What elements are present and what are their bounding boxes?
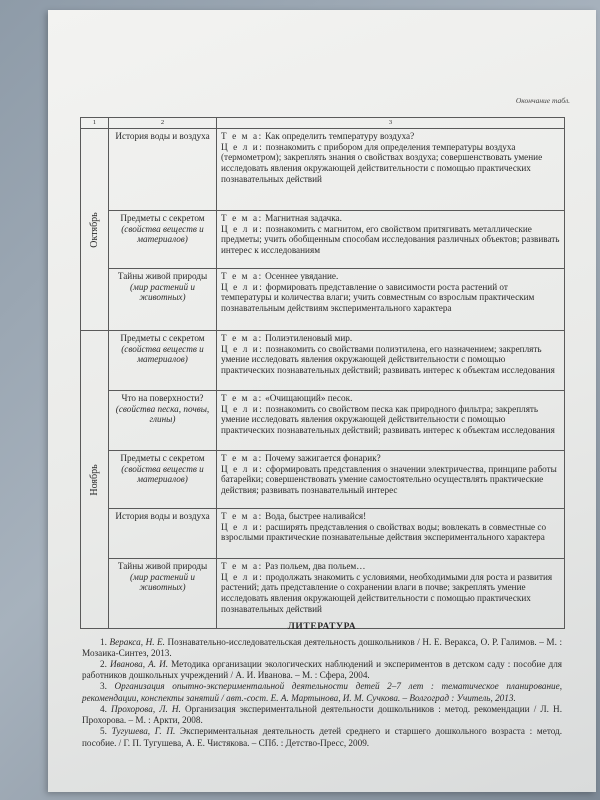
- goal-label: Ц е л и:: [221, 521, 264, 532]
- theme-text: Почему зажигается фонарик?: [265, 453, 381, 463]
- reference-author: Веракса, Н. Е.: [109, 636, 165, 647]
- goal-line: [221, 572, 560, 615]
- goal-text: расширять представления о свойствах воды; вовлекать в совместные со взрослыми практические познавательные действия экспериментального характера: [221, 521, 547, 543]
- content-cell: [217, 559, 565, 629]
- goal-text: формировать представление о зависимости роста растений от температуры и количества влаги; учить совместным со взрослым практическим познавательным действиям экспериментального характера: [221, 281, 535, 314]
- goal-text: познакомить со свойствами полиэтилена, его назначением; закреплять умение исследовать явления окружающей действительности с помощью практических познавательных действий; развивать интерес к объектам исследования: [221, 343, 555, 376]
- table-row: [81, 129, 565, 211]
- goal-line: [221, 404, 560, 436]
- activity-cell: [109, 331, 217, 391]
- theme-label: Т е м а:: [221, 453, 263, 463]
- activity-cell: [109, 211, 217, 269]
- goal-label: Ц е л и:: [221, 571, 264, 582]
- goal-text: сформировать представления о значении электричества, принципе работы батарейки; совершенствовать умение самостоятельно осуществлять практические действия; развивать познавательный интерес: [221, 463, 557, 496]
- activity-subtitle: (мир растений и животных): [129, 281, 196, 303]
- document-page: [48, 10, 596, 792]
- theme-line: [221, 213, 560, 224]
- activity-subtitle: (свойства веществ и материалов): [121, 463, 204, 485]
- table-row: [81, 211, 565, 269]
- theme-text: Раз польем, два польем…: [265, 561, 366, 571]
- activity-subtitle: (свойства веществ и материалов): [121, 343, 204, 365]
- goal-text: познакомить с прибором для определения температуры воздуха (термометром); закреплять знания о свойствах воздуха; совершенствовать умение исследовать явления окружающей действительности с помощью практических познавательных действий: [221, 141, 543, 184]
- activity-name: Предметы с секретом: [120, 333, 205, 343]
- activity-cell: [109, 451, 217, 509]
- content-cell: [217, 211, 565, 269]
- goal-text: продолжать знакомить с условиями, необходимыми для роста и развития растений; дать представление о сохранении влаги в почве; закреплять умение исследовать явления окружающей действительности с помощью практических познавательных действий: [221, 571, 553, 614]
- reference-number: 1.: [100, 636, 107, 647]
- reference-text: Организация экспериментальной деятельности дошкольников : метод. рекомендации / Л. Н. Прохорова. – М. : Аркти, 2008.: [82, 703, 562, 726]
- theme-line: [221, 131, 560, 142]
- content-cell: [217, 451, 565, 509]
- activity-cell: [109, 559, 217, 629]
- column-number: 3: [217, 118, 565, 129]
- reference-author: Тугушева, Г. П.: [111, 726, 176, 737]
- reference-author: Прохорова, Л. Н.: [111, 703, 181, 714]
- activity-cell: [109, 269, 217, 331]
- theme-line: [221, 453, 560, 464]
- activity-name: Что на поверхности?: [121, 393, 204, 403]
- content-cell: [217, 269, 565, 331]
- goal-label: Ц е л и:: [221, 223, 264, 234]
- content-cell: [217, 391, 565, 451]
- theme-line: [221, 393, 560, 404]
- literature-section: [82, 622, 562, 749]
- reference-text: Познавательно-исследовательская деятельность дошкольников / Н. Е. Веракса, О. Р. Галимов. – М. : Мозаика-Синтез, 2013.: [82, 636, 563, 658]
- reference-item: [82, 681, 562, 703]
- theme-text: «Очищающий» песок.: [265, 393, 353, 403]
- goal-line: [221, 224, 560, 256]
- theme-label: Т е м а:: [221, 561, 263, 571]
- reference-number: 2.: [100, 659, 107, 670]
- goal-label: Ц е л и:: [221, 281, 264, 292]
- table-row: [81, 391, 565, 451]
- activity-name: Тайны живой природы: [117, 561, 208, 571]
- month-label: Ноябрь: [88, 463, 100, 496]
- activity-subtitle: (свойства веществ и материалов): [121, 223, 204, 245]
- table-row: [81, 331, 565, 391]
- reference-number: 4.: [100, 703, 107, 714]
- reference-item: [82, 704, 562, 726]
- goal-label: Ц е л и:: [221, 463, 264, 474]
- reference-text: Методика организации экологических наблюдений и экспериментов в детском саду : пособие для работников дошкольных учреждений / А. И. Иванова. – М. : Сфера, 2004.: [82, 659, 563, 681]
- activities-table: [80, 117, 565, 629]
- theme-text: Полиэтиленовый мир.: [265, 333, 353, 343]
- activity-subtitle: (свойства песка, почвы, глины): [115, 403, 210, 425]
- content-cell: [217, 129, 565, 211]
- theme-label: Т е м а:: [221, 333, 263, 343]
- goal-line: [221, 282, 560, 314]
- activity-name: История воды и воздуха: [115, 131, 210, 141]
- theme-text: Осеннее увядание.: [265, 271, 339, 281]
- theme-label: Т е м а:: [221, 131, 263, 141]
- activity-name: Тайны живой природы: [117, 271, 208, 281]
- content-cell: [217, 331, 565, 391]
- content-cell: [217, 509, 565, 559]
- goal-label: Ц е л и:: [221, 141, 264, 152]
- theme-text: Вода, быстрее наливайся!: [265, 511, 367, 521]
- table-continuation-note: Окончание табл.: [515, 96, 570, 105]
- reference-author: Иванова, А. И.: [109, 659, 169, 670]
- reference-text: Экспериментальная деятельность детей среднего и старшего дошкольного возраста : метод. пособие. / Г. П. Тугушева, А. Е. Чистякова. – СПб. : Детство-Пресс, 2009.: [82, 726, 563, 748]
- activity-name: Предметы с секретом: [120, 213, 205, 223]
- theme-line: [221, 561, 560, 572]
- month-label: Октябрь: [88, 211, 100, 248]
- theme-text: Магнитная задачка.: [265, 213, 342, 223]
- activity-subtitle: (мир растений и животных): [129, 571, 196, 593]
- month-cell-october: [81, 129, 109, 331]
- table-header-row: [81, 118, 565, 129]
- goal-line: [221, 344, 560, 376]
- reference-number: 3.: [100, 681, 107, 692]
- goal-label: Ц е л и:: [221, 343, 264, 354]
- month-cell-november: [81, 331, 109, 629]
- table-row: [81, 451, 565, 509]
- literature-title: ЛИТЕРАТУРА: [287, 622, 357, 632]
- activity-name: История воды и воздуха: [115, 511, 210, 521]
- activity-cell: [109, 509, 217, 559]
- theme-label: Т е м а:: [221, 393, 263, 403]
- table-row: [81, 269, 565, 331]
- reference-item: [82, 726, 562, 748]
- goal-text: познакомить со свойством песка как природного фильтра; закреплять умение исследовать явления окружающей действительности с помощью практических познавательных действий; развивать интерес к объектам исследования: [221, 403, 555, 436]
- theme-text: Как определить температуру воздуха?: [265, 131, 415, 141]
- activity-name: Предметы с секретом: [120, 453, 205, 463]
- goal-text: познакомить с магнитом, его свойством притягивать металлические предметы; учить обобщенным способам исследования различных объектов; развивать интерес к исследованиям: [221, 223, 560, 256]
- reference-item: [82, 637, 562, 659]
- column-number: 1: [81, 118, 109, 129]
- table-row: [81, 509, 565, 559]
- theme-label: Т е м а:: [221, 511, 263, 521]
- table-row: [81, 559, 565, 629]
- theme-line: [221, 511, 560, 522]
- theme-line: [221, 333, 560, 344]
- goal-label: Ц е л и:: [221, 403, 264, 414]
- theme-label: Т е м а:: [221, 271, 263, 281]
- reference-item: [82, 659, 562, 681]
- goal-line: [221, 464, 560, 496]
- reference-number: 5.: [100, 726, 107, 737]
- column-number: 2: [109, 118, 217, 129]
- goal-line: [221, 142, 560, 185]
- goal-line: [221, 522, 560, 543]
- theme-label: Т е м а:: [221, 213, 263, 223]
- activity-cell: [109, 129, 217, 211]
- activity-cell: [109, 391, 217, 451]
- reference-text: Организация опытно-экспериментальной деятельности детей 2–7 лет : тематическое планирование, рекомендации, конспекты занятий / авт.-сост. Е. А. Мартынова, И. М. Сучкова. – Волгоград : Учитель, 2013.: [82, 681, 563, 703]
- theme-line: [221, 271, 560, 282]
